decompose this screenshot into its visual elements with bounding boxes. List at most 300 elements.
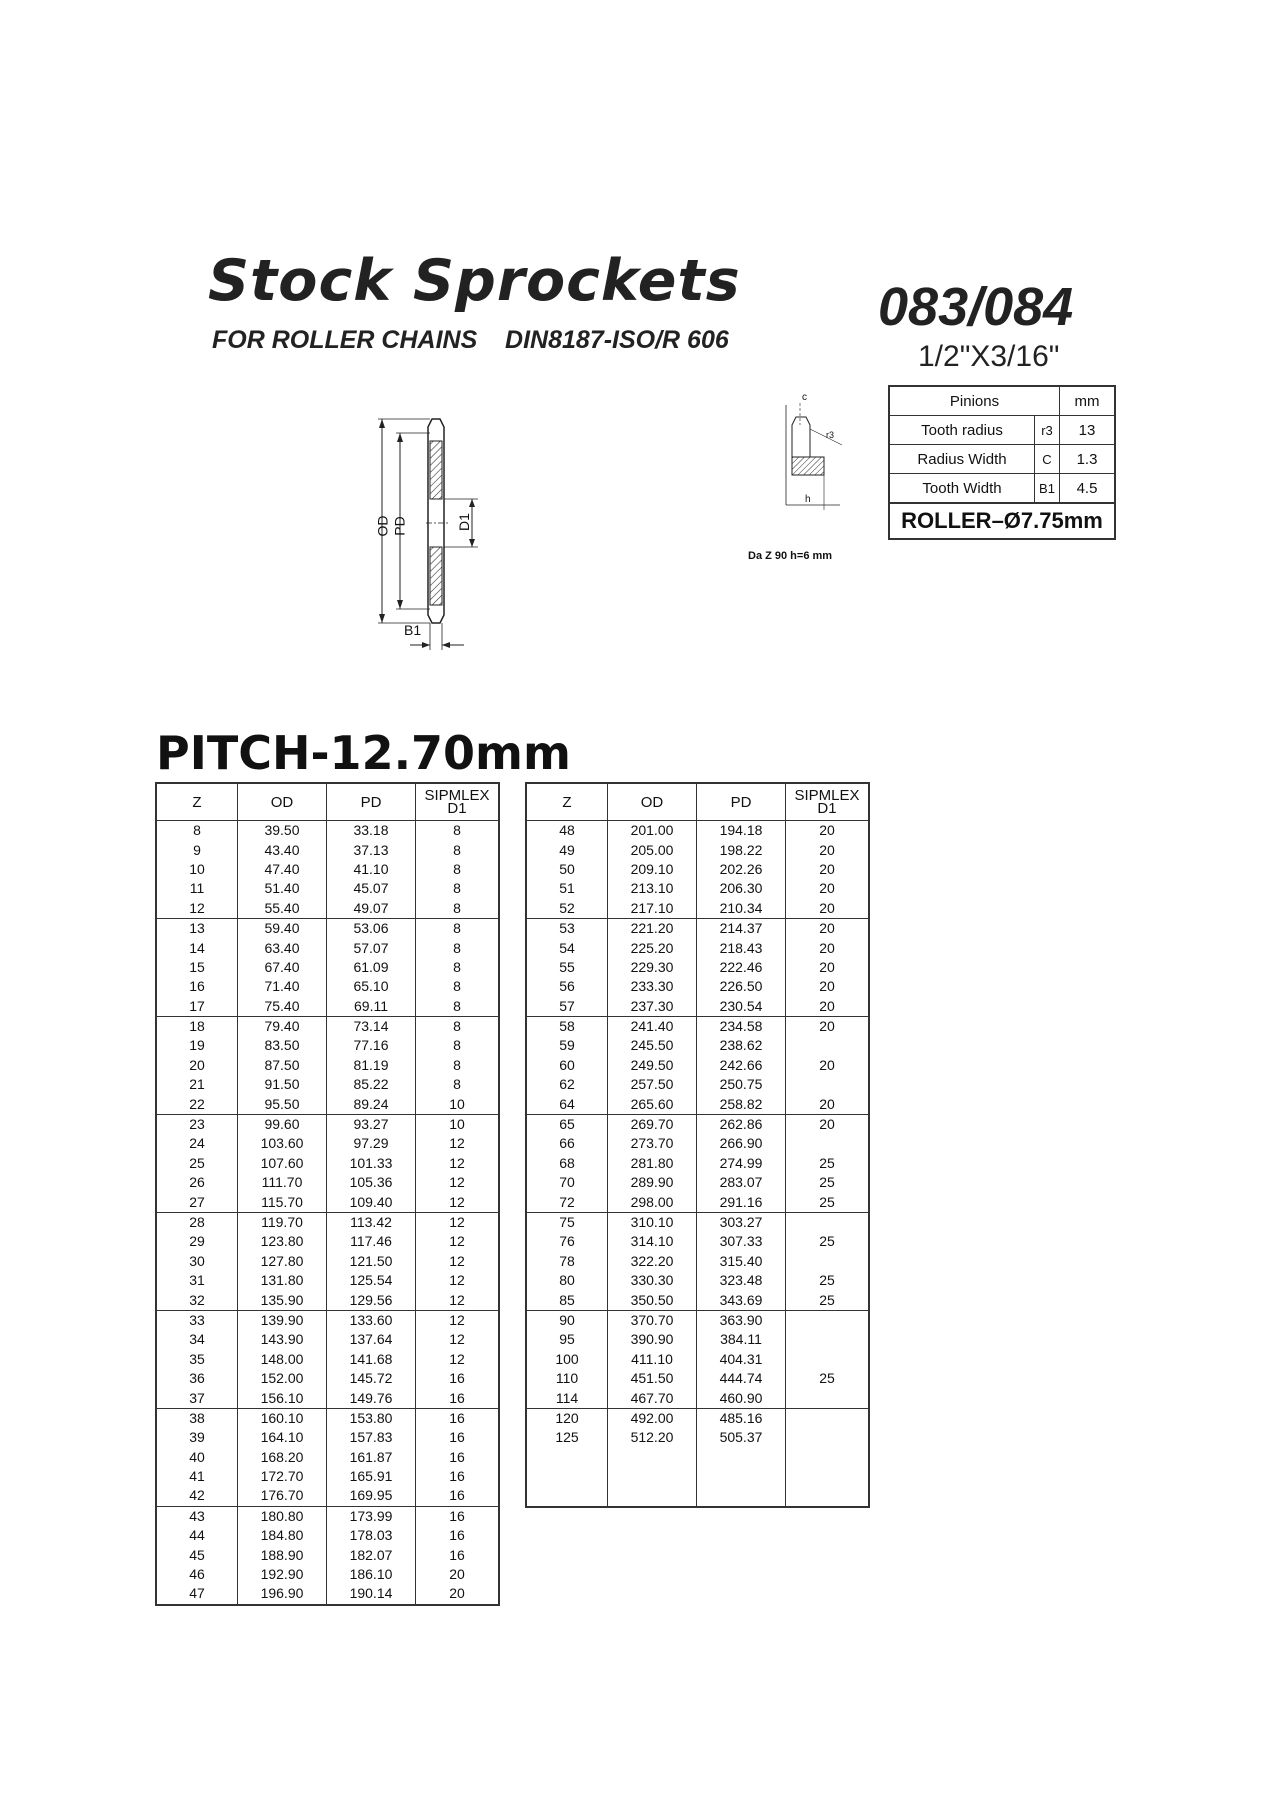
cell-od: 143.90 (238, 1330, 327, 1349)
cell-od: 512.20 (608, 1428, 697, 1447)
cell-z: 52 (526, 899, 608, 919)
cell-pd: 262.86 (697, 1114, 786, 1134)
table-row (156, 1094, 499, 1114)
cell-pd: 182.07 (327, 1545, 416, 1564)
table-row (526, 1232, 869, 1251)
chain-code: 083/084 (878, 277, 1074, 337)
table-row (526, 1036, 869, 1055)
drawing-note: Da Z 90 h=6 mm (748, 550, 833, 562)
cell-d1: 20 (416, 1565, 500, 1584)
cell-d1: 10 (416, 1114, 500, 1134)
cell-d1: 8 (416, 899, 500, 919)
cell-d1: 20 (786, 938, 870, 957)
cell-pd (697, 1486, 786, 1506)
table-row (526, 821, 869, 841)
cell-pd: 230.54 (697, 997, 786, 1017)
cell-z: 59 (526, 1036, 608, 1055)
header-d1-bottom: D1 (447, 800, 467, 817)
cell-od: 111.70 (238, 1173, 327, 1192)
cell-d1: 20 (416, 1584, 500, 1604)
header-pd: PD (697, 783, 786, 821)
table-row (156, 1565, 499, 1584)
cell-z: 53 (526, 918, 608, 938)
cell-z: 38 (156, 1408, 238, 1428)
cell-d1: 20 (786, 997, 870, 1017)
cell-od: 492.00 (608, 1408, 697, 1428)
cell-od: 229.30 (608, 958, 697, 977)
cell-pd: 258.82 (697, 1094, 786, 1114)
cell-od: 265.60 (608, 1094, 697, 1114)
table-row (156, 958, 499, 977)
cell-z: 64 (526, 1094, 608, 1114)
table-row (526, 1290, 869, 1310)
cell-od: 213.10 (608, 879, 697, 898)
cell-z: 110 (526, 1369, 608, 1388)
cell-pd: 198.22 (697, 840, 786, 859)
table-row (156, 899, 499, 919)
table-row (526, 1271, 869, 1290)
cell-od (608, 1448, 697, 1467)
cell-z: 100 (526, 1350, 608, 1369)
table-row (156, 1526, 499, 1545)
cell-pd: 149.76 (327, 1388, 416, 1408)
cell-d1: 12 (416, 1350, 500, 1369)
cell-pd: 37.13 (327, 840, 416, 859)
table-row (156, 1448, 499, 1467)
spec-value: 1.3 (1060, 445, 1116, 474)
cell-z: 15 (156, 958, 238, 977)
table-row (526, 1310, 869, 1330)
cell-pd: 117.46 (327, 1232, 416, 1251)
cell-od: 188.90 (238, 1545, 327, 1564)
cell-pd: 61.09 (327, 958, 416, 977)
cell-od: 127.80 (238, 1252, 327, 1271)
table-row (526, 1056, 869, 1075)
table-row (156, 1350, 499, 1369)
cell-pd: 202.26 (697, 860, 786, 879)
cell-od: 245.50 (608, 1036, 697, 1055)
cell-z: 37 (156, 1388, 238, 1408)
cell-od: 257.50 (608, 1075, 697, 1094)
cell-z: 29 (156, 1232, 238, 1251)
table-row (526, 1330, 869, 1349)
cell-d1: 16 (416, 1486, 500, 1506)
spec-table (888, 385, 1116, 540)
table-row (156, 821, 499, 841)
cell-z: 31 (156, 1271, 238, 1290)
cell-od (608, 1486, 697, 1506)
table-row (526, 938, 869, 957)
cell-d1: 12 (416, 1212, 500, 1232)
header-d1 (416, 783, 500, 821)
cell-od (608, 1467, 697, 1486)
header-d1-top: SIPMLEX (424, 787, 490, 804)
table-row (526, 1428, 869, 1447)
cell-od: 249.50 (608, 1056, 697, 1075)
cell-pd: 173.99 (327, 1506, 416, 1526)
table-row (156, 1134, 499, 1153)
cell-d1: 16 (416, 1506, 500, 1526)
cell-od: 95.50 (238, 1094, 327, 1114)
cell-d1: 20 (786, 977, 870, 996)
spec-header-label: Pinions (889, 386, 1060, 416)
cell-od: 43.40 (238, 840, 327, 859)
tooth-profile-drawing (770, 395, 860, 515)
cell-od: 83.50 (238, 1036, 327, 1055)
table-row (526, 1486, 869, 1506)
table-row (156, 1388, 499, 1408)
cell-od: 225.20 (608, 938, 697, 957)
cell-pd: 85.22 (327, 1075, 416, 1094)
cell-od: 350.50 (608, 1290, 697, 1310)
table-row (156, 1114, 499, 1134)
cell-d1: 20 (786, 958, 870, 977)
cell-od: 237.30 (608, 997, 697, 1017)
table-row (526, 977, 869, 996)
cell-d1: 16 (416, 1408, 500, 1428)
page-subtitle: FOR ROLLER CHAINS DIN8187-ISO/R 606 (212, 326, 729, 354)
table-row (526, 1369, 869, 1388)
cell-od: 322.20 (608, 1252, 697, 1271)
cell-od: 59.40 (238, 918, 327, 938)
table-row (156, 977, 499, 996)
cell-od: 51.40 (238, 879, 327, 898)
label-h: h (805, 494, 811, 505)
cell-z: 8 (156, 821, 238, 841)
cell-pd: 190.14 (327, 1584, 416, 1604)
cell-od: 411.10 (608, 1350, 697, 1369)
cell-z: 21 (156, 1075, 238, 1094)
cell-pd: 101.33 (327, 1154, 416, 1173)
cell-z: 66 (526, 1134, 608, 1153)
cell-d1: 20 (786, 1114, 870, 1134)
cell-z: 26 (156, 1173, 238, 1192)
cell-pd: 242.66 (697, 1056, 786, 1075)
cell-z: 70 (526, 1173, 608, 1192)
cell-d1: 25 (786, 1192, 870, 1212)
cell-pd: 218.43 (697, 938, 786, 957)
spec-value: 4.5 (1060, 474, 1116, 504)
table-row (526, 1467, 869, 1486)
cell-d1: 25 (786, 1290, 870, 1310)
page-title: Stock Sprockets (208, 248, 741, 314)
table-row (526, 1388, 869, 1408)
cell-d1: 16 (416, 1448, 500, 1467)
cell-d1: 8 (416, 1075, 500, 1094)
cell-od: 273.70 (608, 1134, 697, 1153)
cell-pd: 129.56 (327, 1290, 416, 1310)
cell-z: 80 (526, 1271, 608, 1290)
cell-z: 76 (526, 1232, 608, 1251)
cell-pd: 210.34 (697, 899, 786, 919)
cell-pd: 234.58 (697, 1016, 786, 1036)
cell-z: 33 (156, 1310, 238, 1330)
cell-pd: 226.50 (697, 977, 786, 996)
cell-pd: 57.07 (327, 938, 416, 957)
cell-d1 (786, 1448, 870, 1467)
cell-z: 49 (526, 840, 608, 859)
cell-z: 14 (156, 938, 238, 957)
cell-z: 50 (526, 860, 608, 879)
cell-z: 11 (156, 879, 238, 898)
cell-pd: 291.16 (697, 1192, 786, 1212)
table-row (156, 1154, 499, 1173)
cell-d1 (786, 1467, 870, 1486)
cell-d1: 20 (786, 899, 870, 919)
cell-od: 172.70 (238, 1467, 327, 1486)
cell-z: 57 (526, 997, 608, 1017)
cell-od: 180.80 (238, 1506, 327, 1526)
cell-z: 51 (526, 879, 608, 898)
cell-od: 176.70 (238, 1486, 327, 1506)
cell-od: 298.00 (608, 1192, 697, 1212)
cell-z: 125 (526, 1428, 608, 1447)
cell-pd: 206.30 (697, 879, 786, 898)
cell-z: 46 (156, 1565, 238, 1584)
spec-label: Tooth radius (889, 416, 1035, 445)
cell-z: 27 (156, 1192, 238, 1212)
table-row (526, 1173, 869, 1192)
cell-z (526, 1486, 608, 1506)
table-row (156, 1290, 499, 1310)
table-row (156, 1056, 499, 1075)
table-row (526, 1016, 869, 1036)
cell-od: 269.70 (608, 1114, 697, 1134)
cell-pd: 49.07 (327, 899, 416, 919)
cell-od: 131.80 (238, 1271, 327, 1290)
cell-z: 65 (526, 1114, 608, 1134)
cell-z: 19 (156, 1036, 238, 1055)
cell-pd: 222.46 (697, 958, 786, 977)
table-row (526, 1448, 869, 1467)
cell-d1 (786, 1212, 870, 1232)
cell-pd: 274.99 (697, 1154, 786, 1173)
cell-pd: 460.90 (697, 1388, 786, 1408)
cell-d1 (786, 1134, 870, 1153)
table-row (156, 1232, 499, 1251)
cell-d1: 12 (416, 1134, 500, 1153)
cell-z: 39 (156, 1428, 238, 1447)
cell-d1: 12 (416, 1290, 500, 1310)
cell-d1 (786, 1036, 870, 1055)
cell-d1: 16 (416, 1428, 500, 1447)
cell-pd: 165.91 (327, 1467, 416, 1486)
cell-od: 209.10 (608, 860, 697, 879)
table-row (156, 1428, 499, 1447)
table-row (156, 840, 499, 859)
table-row (156, 997, 499, 1017)
cell-z: 85 (526, 1290, 608, 1310)
cell-pd: 485.16 (697, 1408, 786, 1428)
cell-pd: 121.50 (327, 1252, 416, 1271)
cell-d1: 25 (786, 1369, 870, 1388)
cell-od: 390.90 (608, 1330, 697, 1349)
label-d1: D1 (455, 513, 472, 531)
cell-d1 (786, 1408, 870, 1428)
cell-z: 24 (156, 1134, 238, 1153)
table-row (156, 1486, 499, 1506)
header-d1-bottom: D1 (817, 800, 837, 817)
cell-z: 35 (156, 1350, 238, 1369)
cell-d1: 8 (416, 860, 500, 879)
header-z: Z (526, 783, 608, 821)
cell-od: 201.00 (608, 821, 697, 841)
cell-d1: 12 (416, 1232, 500, 1251)
cell-pd: 315.40 (697, 1252, 786, 1271)
cell-od: 75.40 (238, 997, 327, 1017)
cell-od: 233.30 (608, 977, 697, 996)
cell-pd: 73.14 (327, 1016, 416, 1036)
table-row (156, 1252, 499, 1271)
cell-d1: 20 (786, 1056, 870, 1075)
cell-z: 32 (156, 1290, 238, 1310)
cell-od: 164.10 (238, 1428, 327, 1447)
cell-od: 168.20 (238, 1448, 327, 1467)
cell-z: 18 (156, 1016, 238, 1036)
cell-d1: 20 (786, 1016, 870, 1036)
cell-od: 39.50 (238, 821, 327, 841)
cell-pd (697, 1467, 786, 1486)
cell-pd: 250.75 (697, 1075, 786, 1094)
cell-pd: 125.54 (327, 1271, 416, 1290)
cell-pd: 153.80 (327, 1408, 416, 1428)
cell-d1: 8 (416, 997, 500, 1017)
cell-pd: 69.11 (327, 997, 416, 1017)
cell-z: 36 (156, 1369, 238, 1388)
cell-pd: 161.87 (327, 1448, 416, 1467)
cell-z: 62 (526, 1075, 608, 1094)
cell-z: 20 (156, 1056, 238, 1075)
cell-z: 90 (526, 1310, 608, 1330)
cell-pd: 343.69 (697, 1290, 786, 1310)
header-z: Z (156, 783, 238, 821)
cell-d1: 12 (416, 1154, 500, 1173)
cell-pd: 283.07 (697, 1173, 786, 1192)
cell-pd: 363.90 (697, 1310, 786, 1330)
table-row (526, 1252, 869, 1271)
spec-symbol: r3 (1035, 416, 1060, 445)
cell-d1: 8 (416, 1016, 500, 1036)
cell-d1: 12 (416, 1271, 500, 1290)
cell-d1: 12 (416, 1252, 500, 1271)
table-row (156, 938, 499, 957)
roller-spec: ROLLER–Ø7.75mm (889, 503, 1115, 539)
cell-d1: 20 (786, 840, 870, 859)
cell-od: 135.90 (238, 1290, 327, 1310)
table-row (526, 1192, 869, 1212)
spec-label: Radius Width (889, 445, 1035, 474)
cell-d1: 20 (786, 821, 870, 841)
cell-od: 330.30 (608, 1271, 697, 1290)
cell-d1: 10 (416, 1094, 500, 1114)
cell-pd: 266.90 (697, 1134, 786, 1153)
cell-z: 43 (156, 1506, 238, 1526)
cell-d1: 12 (416, 1330, 500, 1349)
cell-z: 40 (156, 1448, 238, 1467)
cell-od: 217.10 (608, 899, 697, 919)
cell-pd: 33.18 (327, 821, 416, 841)
cell-od: 87.50 (238, 1056, 327, 1075)
table-row (526, 997, 869, 1017)
spec-symbol: C (1035, 445, 1060, 474)
table-row (156, 860, 499, 879)
cell-pd: 141.68 (327, 1350, 416, 1369)
cell-d1: 8 (416, 958, 500, 977)
cell-od: 99.60 (238, 1114, 327, 1134)
table-row (526, 1075, 869, 1094)
table-row (156, 1330, 499, 1349)
cell-od: 192.90 (238, 1565, 327, 1584)
cell-pd: 238.62 (697, 1036, 786, 1055)
cell-z: 78 (526, 1252, 608, 1271)
cell-pd: 444.74 (697, 1369, 786, 1388)
cell-pd: 97.29 (327, 1134, 416, 1153)
cell-od: 91.50 (238, 1075, 327, 1094)
table-row (526, 1350, 869, 1369)
table-row (526, 879, 869, 898)
cell-d1: 20 (786, 879, 870, 898)
table-row (526, 1114, 869, 1134)
cell-od: 63.40 (238, 938, 327, 957)
cell-od: 467.70 (608, 1388, 697, 1408)
cell-d1 (786, 1350, 870, 1369)
cell-od: 47.40 (238, 860, 327, 879)
cell-od: 123.80 (238, 1232, 327, 1251)
cell-z: 95 (526, 1330, 608, 1349)
cell-pd: 323.48 (697, 1271, 786, 1290)
cell-z: 42 (156, 1486, 238, 1506)
cell-z: 75 (526, 1212, 608, 1232)
cell-d1: 16 (416, 1526, 500, 1545)
cell-pd: 89.24 (327, 1094, 416, 1114)
cell-d1 (786, 1310, 870, 1330)
cell-od: 160.10 (238, 1408, 327, 1428)
cell-od: 196.90 (238, 1584, 327, 1604)
cell-z: 114 (526, 1388, 608, 1408)
cell-pd: 505.37 (697, 1428, 786, 1447)
cell-pd: 404.31 (697, 1350, 786, 1369)
cell-z: 48 (526, 821, 608, 841)
cell-d1: 8 (416, 1036, 500, 1055)
cell-z: 58 (526, 1016, 608, 1036)
cell-d1: 16 (416, 1467, 500, 1486)
table-row (156, 1173, 499, 1192)
cell-od: 107.60 (238, 1154, 327, 1173)
table-row (526, 860, 869, 879)
cell-od: 451.50 (608, 1369, 697, 1388)
cell-d1 (786, 1075, 870, 1094)
cell-d1: 20 (786, 1094, 870, 1114)
header-od: OD (608, 783, 697, 821)
cell-d1: 8 (416, 1056, 500, 1075)
table-row (526, 1154, 869, 1173)
cell-z: 120 (526, 1408, 608, 1428)
cell-d1: 8 (416, 918, 500, 938)
cell-od: 67.40 (238, 958, 327, 977)
cell-od: 205.00 (608, 840, 697, 859)
cell-od: 152.00 (238, 1369, 327, 1388)
cell-pd: 145.72 (327, 1369, 416, 1388)
table-row (156, 918, 499, 938)
cell-z: 22 (156, 1094, 238, 1114)
table-row (156, 1016, 499, 1036)
cell-od: 281.80 (608, 1154, 697, 1173)
cell-z: 56 (526, 977, 608, 996)
cell-d1: 16 (416, 1545, 500, 1564)
cell-pd: 157.83 (327, 1428, 416, 1447)
table-row (156, 1075, 499, 1094)
cell-pd: 65.10 (327, 977, 416, 996)
